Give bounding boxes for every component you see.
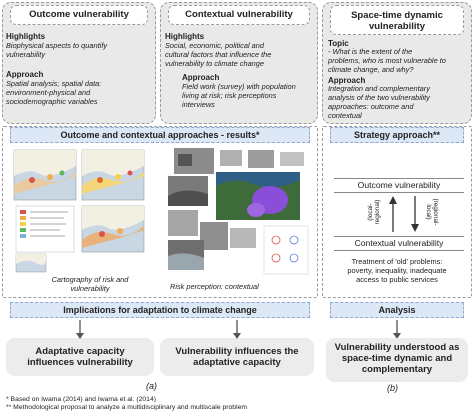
- vulnerability-influences-box: [160, 338, 314, 376]
- adaptative-capacity-line-1: Adaptative capacity: [35, 346, 125, 357]
- survey-charts: [264, 226, 308, 274]
- map-thumbnail-3: [82, 206, 144, 252]
- spacetime-title: [330, 5, 464, 35]
- vulnerability-influences-line-2: adaptative capacity: [193, 357, 281, 368]
- arrow-up-label-line-2: regional): [374, 199, 381, 225]
- arrow-up-label-line-1: (local-: [367, 203, 374, 221]
- adaptative-capacity-line-2: influences vulnerability: [27, 357, 133, 368]
- photo-people: [168, 210, 198, 236]
- photo-interview: [200, 222, 228, 250]
- contextual-highlights-text-1: Social, economic, political and: [165, 41, 265, 50]
- conclusion-line-2: space-time dynamic and: [341, 353, 453, 364]
- contextual-approach-heading: Approach: [182, 73, 220, 82]
- label-a: (a): [146, 381, 157, 391]
- analysis-bar: Analysis: [330, 302, 464, 318]
- results-bar: Outcome and contextual approaches - results*: [10, 127, 310, 143]
- vulnerability-influences-line-1: Vulnerability influences the: [175, 346, 299, 357]
- outcome-approach-heading: Approach: [6, 70, 44, 79]
- outcome-highlights-heading: Highlights: [6, 32, 46, 41]
- footnote-2: ** Methodological proposal to analyze a multidisciplinary and multiscale problem: [6, 404, 248, 411]
- label-b: (b): [387, 383, 398, 393]
- treatment-text-3: access to public services: [356, 275, 438, 284]
- connector-arrow-right: [322, 318, 472, 340]
- photo-houses: [220, 150, 242, 166]
- contextual-approach-text-1: Field work (survey) with population: [182, 82, 296, 91]
- spacetime-approach-text-3: approaches: outcome and: [328, 102, 414, 111]
- map-thumbnail-4: [16, 254, 46, 272]
- strategy-bar: Strategy approach**: [330, 127, 464, 143]
- outcome-approach-text-2: environment-physical and: [6, 88, 91, 97]
- contextual-approach-text-3: interviews: [182, 100, 215, 109]
- vulnerability-maps: [10, 146, 160, 278]
- arrow-down-label: [425, 194, 439, 230]
- arrow-down-label-line-2: local): [425, 204, 432, 220]
- map-thumbnail-1: [14, 150, 76, 200]
- spacetime-title-line-2: vulnerability: [369, 21, 425, 32]
- strategy-contextual: Contextual vulnerability: [334, 236, 464, 251]
- adaptative-capacity-box: [6, 338, 154, 376]
- spacetime-approach-text-2: analysis of the two vulnerability: [328, 93, 430, 102]
- arrow-up-label: [367, 194, 381, 230]
- footnote-1: * Based on Iwama (2014) and Iwama et al. (2014): [6, 396, 156, 403]
- outcome-approach-text-3: sociodemographic variables: [6, 97, 98, 106]
- contextual-highlights-heading: Highlights: [165, 32, 205, 41]
- map-legend: [16, 206, 74, 252]
- caption-cartography-2: vulnerability: [70, 284, 110, 293]
- outcome-approach-text-1: Spatial analysis; spatial data:: [6, 79, 102, 88]
- arrow-down-label-line-1: (regional-: [432, 198, 439, 226]
- spacetime-title-line-1: Space-time dynamic: [351, 10, 443, 21]
- spacetime-approach-heading: Approach: [328, 76, 366, 85]
- contextual-approach-text-2: living at risk; risk perceptions: [182, 91, 277, 100]
- contextual-highlights-text-2: cultural factors that influence the: [165, 50, 272, 59]
- spacetime-topic-heading: Topic: [328, 39, 349, 48]
- implications-bar: Implications for adaptation to climate change: [10, 302, 310, 318]
- connector-arrows-left: [0, 318, 320, 340]
- strategy-outcome: Outcome vulnerability: [334, 178, 464, 193]
- outcome-title: Outcome vulnerability: [10, 5, 148, 25]
- spacetime-approach-text-4: contextual: [328, 111, 362, 120]
- caption-risk-perception: Risk perception: contextual: [170, 282, 259, 291]
- spacetime-topic-text-1: - What is the extent of the: [328, 47, 413, 56]
- map-thumbnail-2: [82, 150, 144, 200]
- spacetime-topic-text-2: problems, who is most vulnerable to: [328, 56, 446, 65]
- contextual-highlights-text-3: vulnerability to climate change: [165, 59, 265, 68]
- contextual-title: Contextual vulnerability: [168, 5, 310, 25]
- risk-perception-collage: [164, 146, 314, 278]
- treatment-text-2: poverty, inequality, inadequate: [347, 266, 447, 275]
- conclusion-line-3: complementary: [361, 364, 433, 375]
- treatment-text-1: Treatment of 'old' problems:: [351, 257, 443, 266]
- spacetime-topic-text-3: climate change, and why?: [328, 65, 414, 74]
- conclusion-box: [326, 338, 468, 382]
- outcome-highlights-text-1: Biophysical aspects to quantify: [6, 41, 108, 50]
- conclusion-line-1: Vulnerability understood as: [334, 342, 460, 353]
- caption-cartography-1: Cartography of risk and: [51, 275, 129, 284]
- outcome-highlights-text-2: vulnerability: [6, 50, 46, 59]
- spacetime-approach-text-1: Integration and complementary: [328, 84, 430, 93]
